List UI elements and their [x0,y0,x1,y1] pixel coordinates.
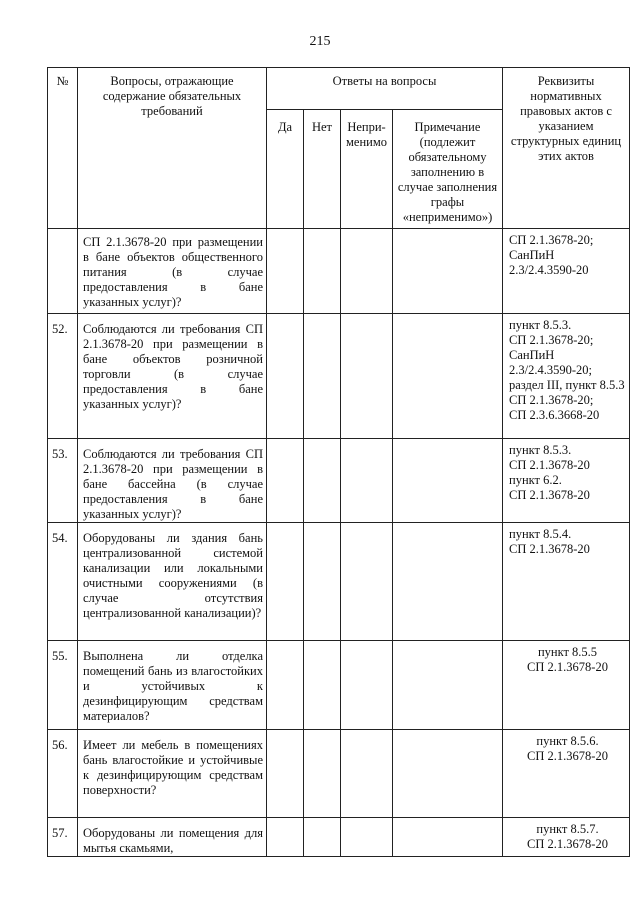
answer-note-cell[interactable] [393,730,503,818]
ref-line: пункт 8.5.7. [536,822,599,836]
ref-line: пункт 6.2. [509,473,562,487]
ref-line: раздел III, пункт 8.5.3 [509,378,625,392]
ref-line: СП 2.1.3678-20 [509,542,590,556]
table-row [48,439,630,523]
answer-note-cell[interactable] [393,641,503,730]
answer-note-cell[interactable] [393,229,503,314]
ref-line: СП 2.1.3678-20 [509,458,590,472]
header-answers: Ответы на вопросы [267,68,503,110]
answer-yes-cell[interactable] [267,229,304,314]
answer-note-cell[interactable] [393,818,503,857]
ref-line: СП 2.3.6.3668-20 [509,408,600,422]
row-question: Соблюдаются ли требования СП 2.1.3678-20 при размещении в бане объектов розничной торговли (в случае предоставления в бане указанных услуг)? [78,314,267,439]
answer-yes-cell[interactable] [267,730,304,818]
ref-line: пункт 8.5.4. [509,527,572,541]
row-num: 55. [48,641,78,730]
table-row [48,818,630,857]
row-num: 53. [48,439,78,523]
answer-no-cell[interactable] [304,730,341,818]
answer-note-cell[interactable] [393,439,503,523]
row-question: СП 2.1.3678-20 при размещении в бане объектов общественного питания (в случае предоставления в бане указанных услуг)? [78,229,267,314]
answer-na-cell[interactable] [341,641,393,730]
answer-no-cell[interactable] [304,229,341,314]
header-num: № [48,68,78,229]
row-num: 52. [48,314,78,439]
ref-line: 2.3/2.4.3590-20 [509,263,589,277]
ref-line: СанПиН [509,248,555,262]
answer-yes-cell[interactable] [267,818,304,857]
row-refs [503,439,630,523]
header-na: Непри-менимо [341,110,393,229]
answer-note-cell[interactable] [393,523,503,641]
answer-yes-cell[interactable] [267,314,304,439]
answer-yes-cell[interactable] [267,523,304,641]
answer-na-cell[interactable] [341,314,393,439]
answer-note-cell[interactable] [393,314,503,439]
answer-no-cell[interactable] [304,314,341,439]
answer-no-cell[interactable] [304,818,341,857]
row-question: Выполнена ли отделка помещений бань из влагостойких и устойчивых к дезинфицирующим средствам материалов? [78,641,267,730]
ref-line: пункт 8.5.6. [536,734,599,748]
answer-yes-cell[interactable] [267,641,304,730]
answer-no-cell[interactable] [304,523,341,641]
row-num: 54. [48,523,78,641]
answer-na-cell[interactable] [341,229,393,314]
ref-line: 2.3/2.4.3590-20; [509,363,592,377]
checklist-table [47,67,630,857]
ref-line: СП 2.1.3678-20; [509,333,594,347]
ref-line: СП 2.1.3678-20; [509,233,594,247]
ref-line: СП 2.1.3678-20 [509,488,590,502]
row-question: Имеет ли мебель в помещениях бань влагостойкие и устойчивые к дезинфицирующим средствам поверхности? [78,730,267,818]
header-no: Нет [304,110,341,229]
page-number: 215 [309,34,331,49]
ref-line: СП 2.1.3678-20 [527,749,608,763]
row-refs [503,523,630,641]
row-num [48,229,78,314]
ref-line: пункт 8.5.3. [509,443,572,457]
answer-yes-cell[interactable] [267,439,304,523]
table-row [48,229,630,314]
row-refs [503,641,630,730]
row-refs [503,730,630,818]
ref-line: СП 2.1.3678-20; [509,393,594,407]
header-question: Вопросы, отражающие содержание обязательных требований [78,68,267,229]
answer-no-cell[interactable] [304,641,341,730]
table-row [48,314,630,439]
ref-line: пункт 8.5.5 [537,645,598,659]
ref-line: СанПиН [509,348,555,362]
answer-na-cell[interactable] [341,439,393,523]
answer-na-cell[interactable] [341,730,393,818]
table-row [48,641,630,730]
header-refs: Реквизиты нормативных правовых актов с указанием структурных единиц этих актов [503,68,630,229]
header-note: Примечание (подлежит обязательному заполнению в случае заполнения графы «неприменимо») [393,110,503,229]
answer-no-cell[interactable] [304,439,341,523]
row-question: Оборудованы ли помещения для мытья скамьями, [78,818,267,857]
table-row [48,730,630,818]
ref-line: СП 2.1.3678-20 [527,837,608,851]
header-yes: Да [267,110,304,229]
row-question: Соблюдаются ли требования СП 2.1.3678-20 при размещении в бане бассейна (в случае предоставления в бане указанных услуг)? [78,439,267,523]
table-row [48,523,630,641]
row-refs [503,229,630,314]
ref-line: СП 2.1.3678-20 [527,660,608,674]
row-refs [503,314,630,439]
row-num: 56. [48,730,78,818]
ref-line: пункт 8.5.3. [509,318,572,332]
row-question: Оборудованы ли здания бань централизованной системой канализации или локальными очистными сооружениями (в случае отсутствия централизованной канализации)? [78,523,267,641]
row-refs [503,818,630,857]
answer-na-cell[interactable] [341,523,393,641]
row-num: 57. [48,818,78,857]
answer-na-cell[interactable] [341,818,393,857]
